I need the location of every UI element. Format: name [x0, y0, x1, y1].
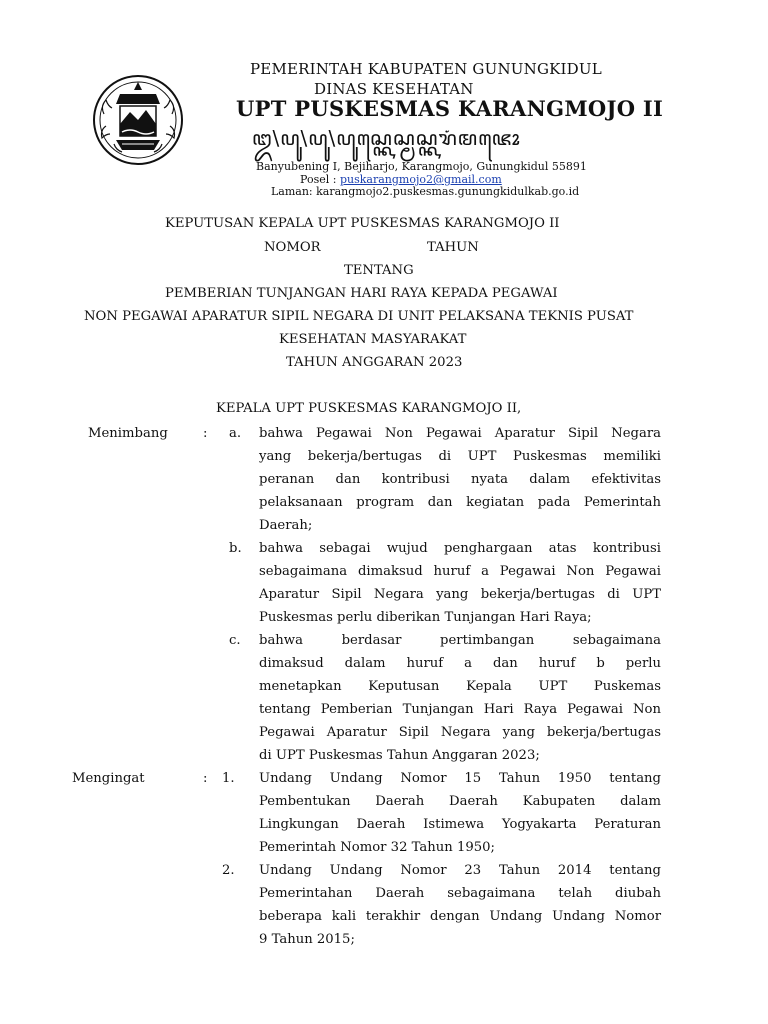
decree-issuer: KEPALA UPT PUSKESMAS KARANGMOJO II, — [216, 401, 522, 416]
email-link[interactable]: puskarangmojo2@gmail.com — [339, 173, 502, 186]
address: Banyubening I, Bejiharjo, Karangmojo, Gunungkidul 55891 — [256, 160, 587, 173]
decree-tahun: TAHUN — [427, 240, 479, 255]
mengingat-marker-2: 2. — [222, 863, 235, 878]
institution-title: UPT PUSKESMAS KARANGMOJO II — [236, 96, 664, 121]
decree-subject-line-4: TAHUN ANGGARAN 2023 — [286, 355, 463, 370]
agency-name: DINAS KESEHATAN — [314, 80, 474, 98]
mengingat-item-2-line: beberapa kali terakhir dengan Undang Undang Nomor — [259, 909, 661, 924]
menimbang-item-a-line: yang bekerja/bertugas di UPT Puskesmas memiliki — [259, 449, 661, 464]
menimbang-item-c-line: dimaksud dalam huruf a dan huruf b perlu — [259, 656, 661, 671]
menimbang-item-c-line: Pegawai Aparatur Sipil Negara yang bekerja/bertugas — [259, 725, 661, 740]
javanese-script-line: ꦈ\ꦥꦸ\ꦥꦸ\ꦥꦸꦱ꧀ꦏꦺꦱ꧀ꦩꦱ꧀ꦏꦫꦁꦩꦗꦺꦴ — [252, 126, 521, 150]
menimbang-item-b-line: Aparatur Sipil Negara yang bekerja/bertugas di UPT — [259, 587, 661, 602]
menimbang-item-c-line: tentang Pemberian Tunjangan Hari Raya Pegawai Non — [259, 702, 661, 717]
decree-tentang: TENTANG — [344, 263, 414, 278]
menimbang-marker-a: a. — [229, 426, 242, 441]
mengingat-colon: : — [203, 771, 208, 786]
mengingat-item-1-line: Undang Undang Nomor 15 Tahun 1950 tentang — [259, 771, 661, 786]
website-line: Laman: karangmojo2.puskesmas.gunungkidulkab.go.id — [271, 185, 580, 198]
menimbang-marker-b: b. — [229, 541, 242, 556]
mengingat-item-1-line: Pemerintah Nomor 32 Tahun 1950; — [259, 840, 495, 855]
menimbang-item-a-line: pelaksanaan program dan kegiatan pada Pemerintah — [259, 495, 661, 510]
menimbang-item-b-line: sebagaimana dimaksud huruf a Pegawai Non Pegawai — [259, 564, 661, 579]
menimbang-item-c-line: bahwa berdasar pertimbangan sebagaimana — [259, 633, 661, 648]
menimbang-item-a-line: Daerah; — [259, 518, 313, 533]
menimbang-item-c-line: di UPT Puskesmas Tahun Anggaran 2023; — [259, 748, 540, 763]
mengingat-item-2-line: Undang Undang Nomor 23 Tahun 2014 tentang — [259, 863, 661, 878]
decree-title: KEPUTUSAN KEPALA UPT PUSKESMAS KARANGMOJO II — [165, 216, 560, 231]
menimbang-label: Menimbang — [88, 426, 168, 441]
menimbang-item-b-line: bahwa sebagai wujud penghargaan atas kontribusi — [259, 541, 661, 556]
menimbang-marker-c: c. — [229, 633, 241, 648]
menimbang-item-a-line: peranan dan kontribusi nyata dalam efektivitas — [259, 472, 661, 487]
email-label: Posel : — [300, 173, 340, 186]
gunungkidul-emblem-logo — [92, 74, 184, 166]
decree-subject-line-2: NON PEGAWAI APARATUR SIPIL NEGARA DI UNIT PELAKSANA TEKNIS PUSAT — [84, 309, 634, 324]
mengingat-item-1-line: Pembentukan Daerah Daerah Kabupaten dalam — [259, 794, 661, 809]
decree-subject-line-3: KESEHATAN MASYARAKAT — [279, 332, 467, 347]
government-name: PEMERINTAH KABUPATEN GUNUNGKIDUL — [250, 60, 602, 78]
menimbang-colon: : — [203, 426, 208, 441]
decree-nomor: NOMOR — [264, 240, 321, 255]
decree-subject-line-1: PEMBERIAN TUNJANGAN HARI RAYA KEPADA PEGAWAI — [165, 286, 558, 301]
mengingat-marker-1: 1. — [222, 771, 235, 786]
menimbang-item-a-line: bahwa Pegawai Non Pegawai Aparatur Sipil Negara — [259, 426, 661, 441]
mengingat-item-2-line: Pemerintahan Daerah sebagaimana telah diubah — [259, 886, 661, 901]
menimbang-item-c-line: menetapkan Keputusan Kepala UPT Puskemas — [259, 679, 661, 694]
mengingat-item-2-line: 9 Tahun 2015; — [259, 932, 355, 947]
menimbang-item-b-line: Puskesmas perlu diberikan Tunjangan Hari Raya; — [259, 610, 592, 625]
mengingat-label: Mengingat — [72, 771, 145, 786]
mengingat-item-1-line: Lingkungan Daerah Istimewa Yogyakarta Peraturan — [259, 817, 661, 832]
